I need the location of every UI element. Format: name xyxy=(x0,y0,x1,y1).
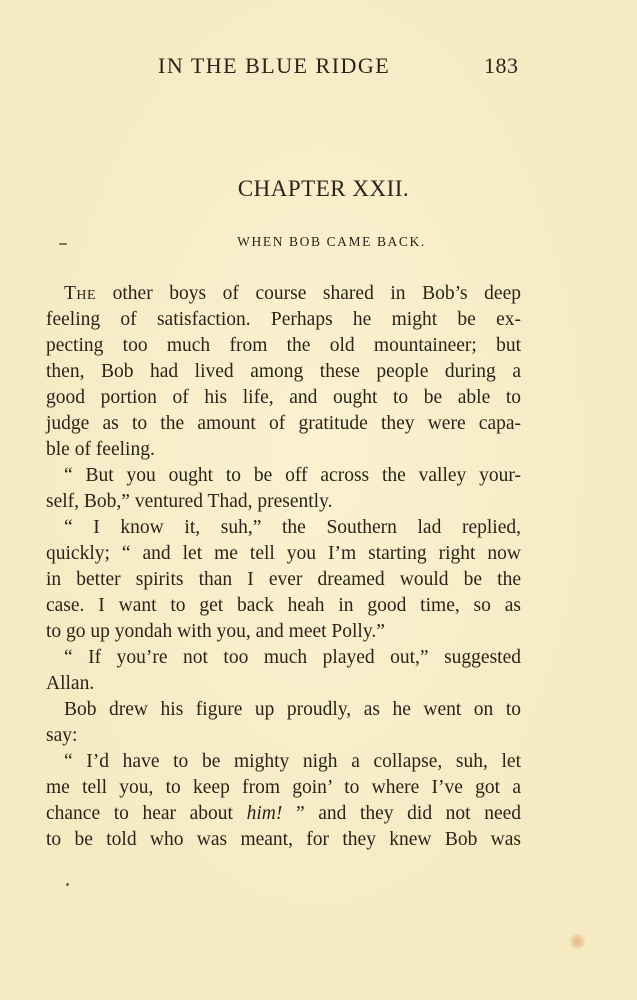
text-line-14: to go up yondah with you, and meet Polly.” xyxy=(46,621,385,642)
text-line-22: to be told who was meant, for they knew Bob was xyxy=(46,829,521,850)
chapter-title: CHAPTER XXII. xyxy=(237,176,410,201)
running-head: IN THE BLUE RIDGE xyxy=(158,53,391,78)
text-line-20: me tell you, to keep from goin’ to where I’ve got a xyxy=(46,777,521,798)
text-line-21-after: ” and they did not need xyxy=(282,803,522,824)
text-line-9: self, Bob,” ventured Thad, presently. xyxy=(46,491,333,512)
body-text xyxy=(46,281,521,853)
text-line-4: then, Bob had lived among these people during a xyxy=(46,361,521,382)
page-number: 183 xyxy=(484,53,519,78)
text-line-21 xyxy=(46,801,521,827)
lead-word: The xyxy=(64,283,97,304)
text-line-19: “ I’d have to be mighty nigh a collapse, suh, let xyxy=(64,751,521,772)
text-line-1-rest: other boys of course shared in Bob’s deep xyxy=(96,283,521,304)
text-line-7: ble of feeling. xyxy=(46,439,155,460)
text-line-2: feeling of satisfaction. Perhaps he might be ex- xyxy=(46,309,521,330)
text-line-5: good portion of his life, and ought to be able to xyxy=(46,387,521,408)
text-line-16: Allan. xyxy=(46,673,95,694)
text-line-21-before: chance to hear about xyxy=(46,803,247,824)
italic-emphasis: him! xyxy=(246,803,283,824)
chapter-subtitle: WHEN BOB CAME BACK. xyxy=(237,234,426,249)
text-line-17: Bob drew his figure up proudly, as he went on to xyxy=(64,699,521,720)
text-line-6: judge as to the amount of gratitude they were capa- xyxy=(46,413,521,434)
text-line-12: in better spirits than I ever dreamed would be the xyxy=(46,569,521,590)
text-line-18: say: xyxy=(46,725,78,746)
text-line-8: “ But you ought to be off across the valley your- xyxy=(64,465,521,486)
text-line-10: “ I know it, suh,” the Southern lad replied, xyxy=(64,517,521,538)
ink-speck xyxy=(66,883,69,886)
text-line-13: case. I want to get back heah in good time, so as xyxy=(46,595,521,616)
paper-stain xyxy=(570,934,585,949)
text-line-3: pecting too much from the old mountaineer; but xyxy=(46,335,521,356)
text-line-15: “ If you’re not too much played out,” suggested xyxy=(64,647,521,668)
text-line-1 xyxy=(46,281,521,307)
text-line-11: quickly; “ and let me tell you I’m starting right now xyxy=(46,543,521,564)
